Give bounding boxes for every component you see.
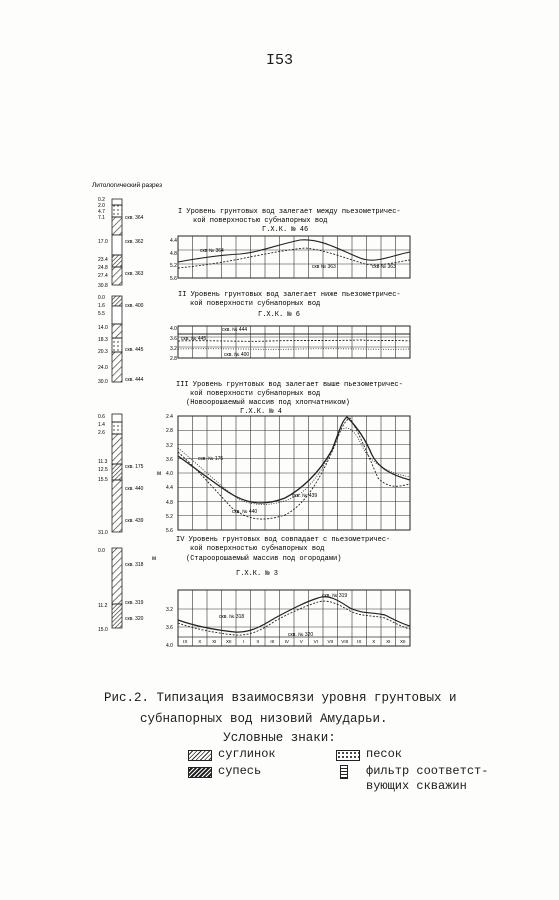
figure-caption — [104, 688, 524, 730]
legend-label: вующих скважин — [366, 779, 467, 793]
panel-2 — [98, 291, 410, 385]
depth-label: 23.4 — [98, 257, 108, 263]
month-label: IX — [357, 639, 362, 644]
legend-title: Условные знаки: — [223, 731, 336, 745]
y-ticks-3 — [166, 414, 173, 534]
curve-label: скв № 363 — [312, 264, 336, 270]
y-tick: 5.6 — [166, 528, 173, 534]
well-label: скв. 320 — [125, 616, 144, 622]
month-label: VIII — [341, 639, 349, 644]
axis-unit: м — [152, 556, 157, 562]
sandy-loam-swatch — [188, 767, 212, 778]
depth-label: 12.5 — [98, 467, 108, 473]
legend-label: фильтр соответст- — [366, 764, 489, 778]
caption-line-2: субнапорных вод низовий Амударьи. — [140, 712, 388, 726]
curve-label: скв. № 444 — [222, 327, 248, 333]
panel-title-line: (Новоорошаемый массив под хлопчатником) — [186, 399, 350, 407]
y-tick: 3.6 — [166, 457, 173, 463]
panel-title-1 — [178, 208, 401, 234]
panel-title-line: II Уровень грунтовых вод залегает ниже пьезометричес- — [178, 291, 401, 299]
station-label: Г.Х.К. № 4 — [240, 408, 283, 416]
sand-swatch — [336, 750, 360, 761]
y-tick: 4.4 — [170, 238, 177, 244]
loam-swatch — [188, 750, 212, 761]
depth-labels-2 — [98, 295, 108, 385]
depth-labels-1 — [98, 197, 108, 289]
month-label: XII — [225, 639, 232, 644]
depth-label: 2.6 — [98, 430, 105, 436]
month-label: X — [372, 639, 376, 644]
depth-label: 1.6 — [98, 303, 105, 309]
panel-title-4 — [176, 536, 390, 578]
depth-label: 30.8 — [98, 283, 108, 289]
legend-label: супесь — [218, 764, 262, 778]
depth-label: 14.0 — [98, 325, 108, 331]
y-tick: 5.6 — [170, 276, 177, 282]
month-label: II — [256, 639, 260, 644]
y-tick: 5.2 — [166, 514, 173, 520]
well-label: скв. 444 — [125, 377, 144, 383]
depth-labels-4 — [98, 548, 108, 633]
month-labels — [183, 639, 405, 644]
well-label: скв. 364 — [125, 215, 144, 221]
depth-label: 0.0 — [98, 548, 105, 554]
curve-label: скв. № 319 — [322, 593, 348, 599]
lithology-column-4 — [112, 548, 122, 628]
caption-line-1: Рис.2. Типизация взаимосвязи уровня грунтовых и — [104, 691, 457, 705]
panel-title-line: кой поверхностью субнапорных вод — [193, 217, 328, 225]
depth-label: 0.0 — [98, 295, 105, 301]
legend-label: суглинок — [218, 747, 276, 761]
month-label: XI — [386, 639, 391, 644]
station-label: Г.Х.К. № 46 — [262, 226, 309, 234]
y-tick: 4.0 — [170, 326, 177, 332]
month-label: IX — [183, 639, 188, 644]
panel-1 — [98, 197, 410, 289]
well-label: скв. 439 — [125, 518, 144, 524]
y-tick: 4.8 — [166, 500, 173, 506]
depth-label: 15.0 — [98, 627, 108, 633]
y-tick: 4.0 — [166, 471, 173, 477]
curve-label: скв. № 175 — [198, 456, 224, 462]
panel-4 — [98, 536, 410, 649]
well-label: скв. 319 — [125, 600, 144, 606]
month-label: III — [270, 639, 275, 644]
depth-label: 17.0 — [98, 239, 108, 245]
y-tick: 3.2 — [170, 346, 177, 352]
well-labels-col-1 — [125, 215, 144, 277]
depth-label: 18.3 — [98, 337, 108, 343]
depth-label: 1.4 — [98, 422, 105, 428]
curve-piezometric-2 — [178, 349, 410, 350]
depth-label: 31.0 — [98, 530, 108, 536]
lithology-column-2 — [112, 296, 122, 382]
curve-label: скв. № 320 — [288, 632, 314, 638]
depth-label: 27.4 — [98, 273, 108, 279]
y-tick: 3.6 — [170, 336, 177, 342]
panel-title-line: IV Уровень грунтовых вод совпадает с пьезометричес- — [176, 536, 391, 544]
y-tick: 4.0 — [166, 643, 173, 649]
month-label: VII — [327, 639, 334, 644]
curve-label: скв. № 318 — [219, 614, 245, 620]
depth-labels-3 — [98, 414, 108, 536]
chart-grid-3 — [178, 416, 410, 530]
panel-title-line: кой поверхности субнапорных вод — [190, 390, 321, 398]
month-label: V — [299, 639, 303, 644]
y-tick: 4.8 — [170, 251, 177, 257]
depth-label: 11.3 — [98, 459, 108, 465]
curve-label: скв № 363 — [372, 264, 396, 270]
panel-title-line: кой поверхности субнапорных вод — [190, 300, 321, 308]
depth-label: 0.6 — [98, 414, 105, 420]
page-number: I53 — [265, 52, 293, 69]
panel-3 — [98, 381, 410, 536]
month-label: X — [198, 639, 202, 644]
panel-title-line: кой поверхностью субнапорных вод — [190, 545, 325, 553]
depth-label: 7.1 — [98, 215, 105, 221]
depth-label: 2.0 — [98, 203, 105, 209]
panel-title-line: I Уровень грунтовых вод залегает между пьезометричес- — [178, 208, 401, 216]
y-tick: 3.2 — [166, 443, 173, 449]
station-label: Г.Х.К. № 6 — [258, 311, 301, 319]
lithology-column-1 — [112, 199, 122, 285]
y-tick: 2.8 — [170, 356, 177, 362]
chart-grid-2 — [178, 326, 410, 358]
depth-label: 15.5 — [98, 477, 108, 483]
curve-label: скв. № 445 — [181, 336, 207, 342]
depth-label: 5.5 — [98, 311, 105, 317]
panel-title-3 — [176, 381, 403, 416]
y-tick: 3.2 — [166, 607, 173, 613]
y-tick: 5.2 — [170, 263, 177, 269]
well-label: скв. 363 — [125, 271, 144, 277]
curve-label: скв № 364 — [200, 248, 224, 254]
column-header: Литологический разрез — [92, 182, 163, 189]
well-label: скв. 318 — [125, 562, 144, 568]
panel-title-2 — [178, 291, 401, 319]
y-tick: 2.8 — [166, 428, 173, 434]
y-tick: 2.4 — [166, 414, 173, 420]
month-label: XII — [399, 639, 406, 644]
well-label: скв. 362 — [125, 239, 144, 245]
month-label: I — [242, 639, 244, 644]
panel-title-line: III Уровень грунтовых вод залегает выше пьезометричес- — [176, 381, 403, 389]
axis-unit: м — [157, 471, 162, 477]
month-label: VI — [313, 639, 318, 644]
depth-label: 4.7 — [98, 209, 105, 215]
depth-label: 24.8 — [98, 265, 108, 271]
well-label: скв. 400 — [125, 303, 144, 309]
well-label: скв. 440 — [125, 486, 144, 492]
month-label: IV — [284, 639, 289, 644]
depth-label: 0.2 — [98, 197, 105, 203]
depth-label: 24.0 — [98, 365, 108, 371]
month-label: XI — [212, 639, 217, 644]
filter-icon — [340, 765, 348, 779]
well-label: скв. 175 — [125, 464, 144, 470]
depth-label: 11.2 — [98, 603, 108, 609]
lithology-column-3 — [112, 414, 122, 532]
station-label: Г.Х.К. № 3 — [236, 570, 279, 578]
y-tick: 4.4 — [166, 485, 173, 491]
curve-label: скв. № 400 — [224, 352, 250, 358]
y-tick: 3.6 — [166, 625, 173, 631]
curve-label: скв. № 440 — [232, 509, 258, 515]
depth-label: 30.0 — [98, 379, 108, 385]
well-label: скв. 445 — [125, 347, 144, 353]
depth-label: 20.3 — [98, 349, 108, 355]
curve-label: скв. № 439 — [292, 493, 318, 499]
legend-label: песок — [366, 747, 403, 761]
panel-title-line: (Староорошаемый массив под огородами) — [186, 555, 342, 563]
